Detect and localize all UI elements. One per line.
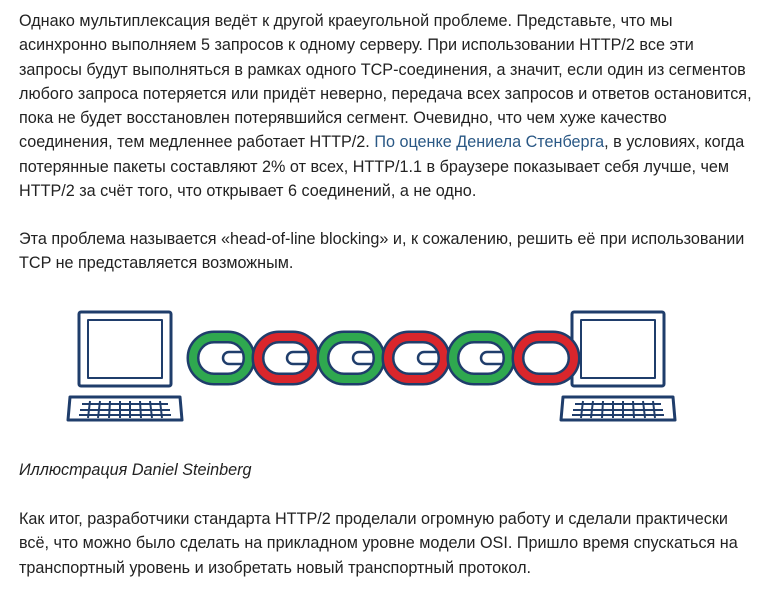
stenberg-estimate-link[interactable]: По оценке Дениела Стенберга xyxy=(374,133,605,152)
illustration-caption: Иллюстрация Daniel Steinberg xyxy=(19,461,252,479)
paragraph-conclusion: Как итог, разработчики стандарта HTTP/2 проделали огромную работу и сделали практически всё, что можно было сделать на прикладном уровне модели OSI. Пришло время спускаться на транспортный уровень и изобретать новый транспортный протокол. xyxy=(19,510,738,577)
paragraph-text-after: , в условиях, когда потерянные пакеты составляют 2% от всех, HTTP/1.1 в браузере показывает себя лучше, чем HTTP/2 за счёт того, что открывает 6 соединений, а не одно. xyxy=(19,133,745,201)
left-computer-icon xyxy=(68,312,182,420)
paragraph-head-of-line xyxy=(19,9,761,203)
paragraph-hol-blocking: Эта проблема называется «head-of-line blocking» и, к сожалению, решить её при использовании TCP не представляется возможным. xyxy=(19,230,745,273)
chain xyxy=(193,337,574,379)
paragraph-text-before: Однако мультиплексация ведёт к другой краеугольной проблеме. Представьте, что мы асинхронно выполняем 5 запросов к одному серверу. При использовании HTTP/2 все эти запросы будут выполняться в рамках одного TCP-соединения, а значит, если один из сегментов любого запроса потеряется или придёт неверно, передача всех запросов и ответов остановится, пока не будет восстановлен потерявшийся сегмент. Очевидно, что чем хуже качество соединения, тем медленнее работает HTTP/2. xyxy=(19,12,752,152)
chain-illustration xyxy=(60,300,680,430)
